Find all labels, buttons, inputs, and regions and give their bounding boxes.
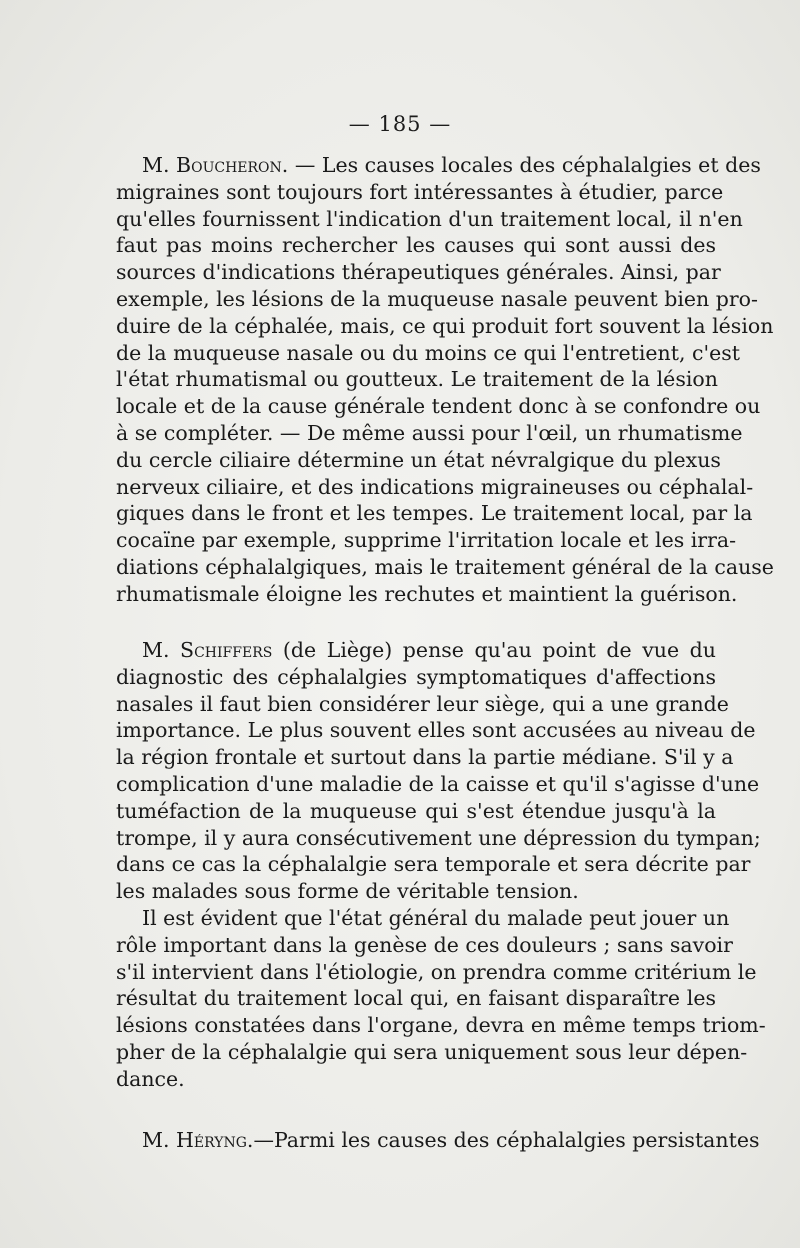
speaker-name: M. Schiffers xyxy=(142,638,273,662)
text-line: l'état rhumatismal ou goutteux. Le traitement de la lésion xyxy=(116,367,718,392)
text-line: du cercle ciliaire détermine un état névralgique du plexus xyxy=(116,447,721,472)
text-line: lésions constatées dans l'organe, devra en même temps triom- xyxy=(116,1013,766,1038)
text-line: duire de la céphalée, mais, ce qui produit fort souvent la lésion xyxy=(116,313,774,338)
text-line: M. Schiffers (de Liège) pense qu'au point de vue du xyxy=(142,638,716,662)
text-line: les malades sous forme de véritable tension. xyxy=(116,879,579,904)
text-line: rôle important dans la genèse de ces douleurs ; sans savoir xyxy=(116,932,733,957)
text-line: résultat du traitement local qui, en faisant disparaître les xyxy=(116,986,716,1011)
text-line: locale et de la cause générale tendent donc à se confondre ou xyxy=(116,394,761,419)
text-line: dance. xyxy=(116,1066,185,1091)
paragraph-boucheron xyxy=(116,152,774,608)
text-line: sources d'indications thérapeutiques générales. Ainsi, par xyxy=(116,260,721,285)
text-line: pher de la céphalalgie qui sera uniquement sous leur dépen- xyxy=(116,1039,748,1064)
text-line: diations céphalalgiques, mais le traitement général de la cause xyxy=(116,554,774,579)
text-line: importance. Le plus souvent elles sont accusées au niveau de xyxy=(116,718,756,743)
text-line: diagnostic des céphalalgies symptomatiques d'affections xyxy=(116,664,716,689)
paragraph-schiffers xyxy=(116,637,766,1093)
text-line: s'il intervient dans l'étiologie, on prendra comme critérium le xyxy=(116,959,757,984)
text-line: tuméfaction de la muqueuse qui s'est étendue jusqu'à la xyxy=(116,798,716,823)
text-line: qu'elles fournissent l'indication d'un traitement local, il n'en xyxy=(116,206,743,231)
text-line: trompe, il y aura consécutivement une dépression du tympan; xyxy=(116,825,761,850)
speaker-name: M. Boucheron. xyxy=(142,153,289,177)
speaker-name: M. Héryng. xyxy=(142,1128,254,1152)
text-line: giques dans le front et les tempes. Le traitement local, par la xyxy=(116,501,753,526)
text-line: nasales il faut bien considérer leur siège, qui a une grande xyxy=(116,691,729,716)
text-line: de la muqueuse nasale ou du moins ce qui l'entretient, c'est xyxy=(116,340,741,365)
text-line: M. Boucheron. — Les causes locales des céphalalgies et des xyxy=(142,153,761,177)
text-line: dans ce cas la céphalalgie sera temporale et sera décrite par xyxy=(116,852,751,877)
text-line: faut pas moins rechercher les causes qui sont aussi des xyxy=(116,233,716,258)
paragraph-heryng xyxy=(116,1127,760,1154)
text-line: à se compléter. — De même aussi pour l'œil, un rhumatisme xyxy=(116,420,743,445)
page-number: — 185 — xyxy=(348,112,452,136)
text-line: complication d'une maladie de la caisse et qu'il s'agisse d'une xyxy=(116,771,760,796)
text-line: exemple, les lésions de la muqueuse nasale peuvent bien pro- xyxy=(116,286,758,311)
text-line: M. Héryng.—Parmi les causes des céphalalgies persistantes xyxy=(142,1128,760,1152)
text-line: la région frontale et surtout dans la partie médiane. S'il y a xyxy=(116,745,734,770)
text-line: rhumatismale éloigne les rechutes et maintient la guérison. xyxy=(116,581,738,606)
text-line: Il est évident que l'état général du malade peut jouer un xyxy=(142,905,730,930)
text-line: migraines sont toujours fort intéressantes à étudier, parce xyxy=(116,179,724,204)
text-line: nerveux ciliaire, et des indications migraineuses ou céphalal- xyxy=(116,474,754,499)
text-line: cocaïne par exemple, supprime l'irritation locale et les irra- xyxy=(116,528,737,553)
